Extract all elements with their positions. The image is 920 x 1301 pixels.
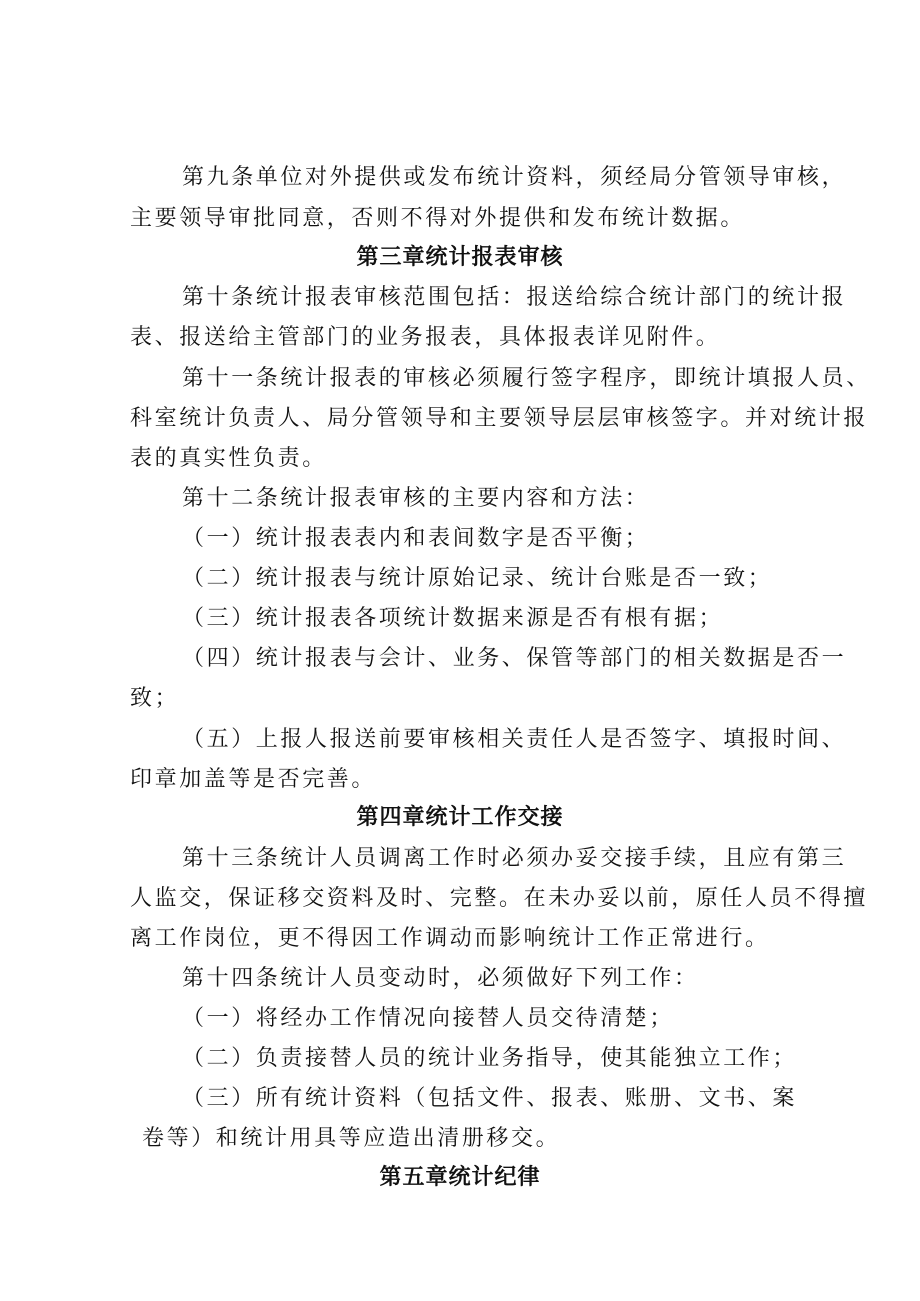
article-13-line-1: 第十三条统计人员调离工作时必须办妥交接手续，且应有第三 [182, 846, 847, 871]
article-13-line-3: 离工作岗位，更不得因工作调动而影响统计工作正常进行。 [130, 926, 770, 951]
article-14-item-2: （二）负责接替人员的统计业务指导，使其能独立工作； [182, 1046, 798, 1071]
article-11-line-2: 科室统计负责人、局分管领导和主要领导层层审核签字。并对统计报 [130, 406, 869, 431]
chapter-5-heading: 第五章统计纪律 [379, 1165, 541, 1190]
chapter-4-heading: 第四章统计工作交接 [356, 805, 564, 830]
article-12-item-1: （一）统计报表表内和表间数字是否平衡； [182, 526, 650, 551]
article-12-item-5-line-1: （五）上报人报送前要审核相关责任人是否签字、填报时间、 [182, 727, 847, 752]
article-12-item-3: （三）统计报表各项统计数据来源是否有根有据； [182, 606, 724, 631]
article-12-item-4-line-1: （四）统计报表与会计、业务、保管等部门的相关数据是否一 [182, 646, 847, 671]
chapter-3-heading: 第三章统计报表审核 [356, 245, 564, 270]
article-14-item-3-line-1: （三）所有统计资料（包括文件、报表、账册、文书、案 [182, 1086, 798, 1111]
article-10-line-2: 表、报送给主管部门的业务报表，具体报表详见附件。 [130, 325, 721, 350]
article-12-item-5-line-2: 印章加盖等是否完善。 [130, 767, 377, 792]
article-12-intro: 第十二条统计报表审核的主要内容和方法： [182, 486, 650, 511]
article-12-item-2: （二）统计报表与统计原始记录、统计台账是否一致； [182, 566, 773, 591]
article-11-line-3: 表的真实性负责。 [130, 446, 327, 471]
article-9-line-2: 主要领导审批同意，否则不得对外提供和发布统计数据。 [130, 206, 746, 231]
article-14-intro: 第十四条统计人员变动时，必须做好下列工作： [182, 966, 699, 991]
article-11-line-1: 第十一条统计报表的审核必须履行签字程序，即统计填报人员、 [182, 366, 871, 391]
article-13-line-2: 人监交，保证移交资料及时、完整。在未办妥以前，原任人员不得擅 [130, 886, 869, 911]
article-10-line-1: 第十条统计报表审核范围包括：报送给综合统计部门的统计报 [182, 285, 847, 310]
article-9-line-1: 第九条单位对外提供或发布统计资料，须经局分管领导审核， [182, 165, 847, 190]
article-12-item-4-line-2: 致； [130, 686, 180, 711]
article-14-item-1: （一）将经办工作情况向接替人员交待清楚； [182, 1006, 675, 1031]
article-14-item-3-line-2: 卷等）和统计用具等应造出清册移交。 [142, 1126, 561, 1151]
